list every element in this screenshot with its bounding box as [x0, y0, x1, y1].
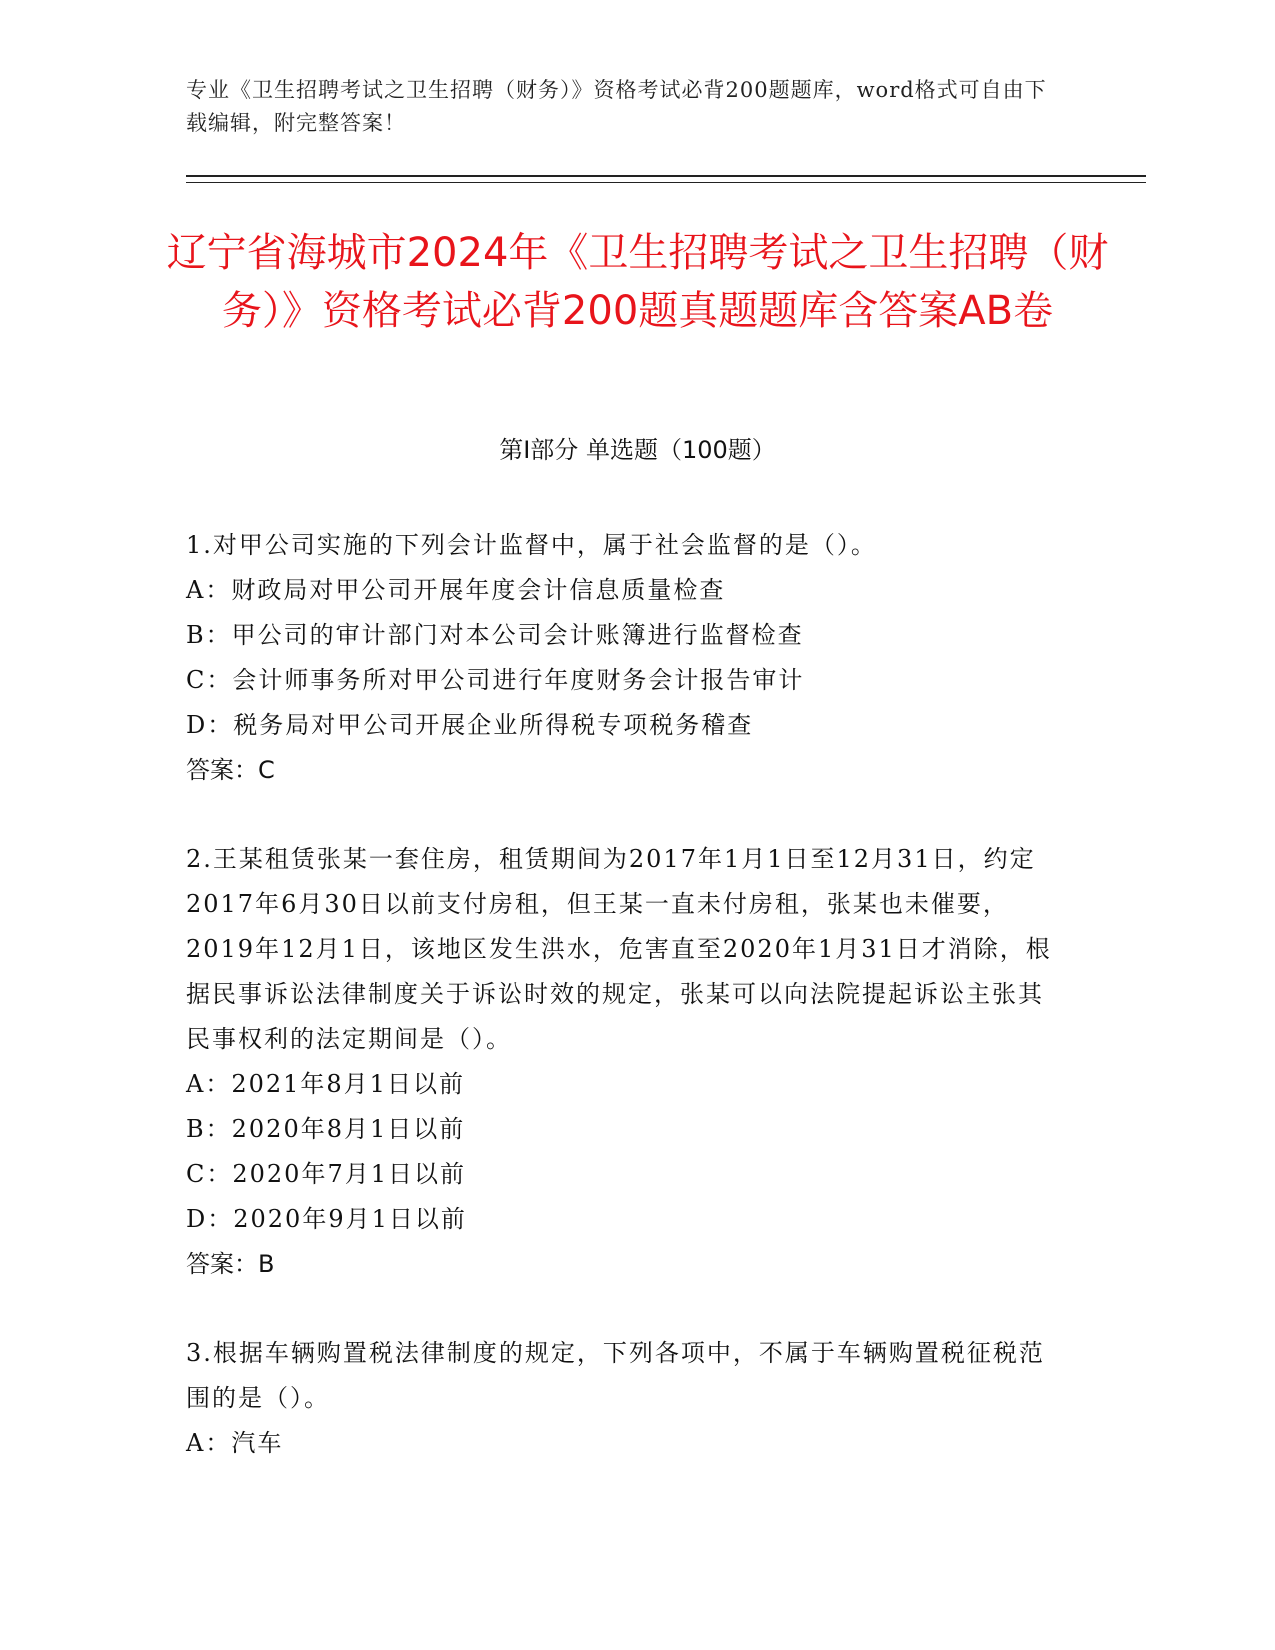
answer: 答案：B — [186, 1250, 275, 1278]
option-a: A：汽车 — [186, 1429, 284, 1457]
option-c: C：2020年7月1日以前 — [186, 1160, 466, 1188]
question-stem: 3.根据车辆购置税法律制度的规定，下列各项中，不属于车辆购置税征税范围的是（）。 — [186, 1339, 1045, 1412]
option-c: C：会计师事务所对甲公司进行年度财务会计报告审计 — [186, 666, 805, 694]
answer: 答案：C — [186, 756, 275, 784]
option-d: D：税务局对甲公司开展企业所得税专项税务稽查 — [186, 711, 754, 739]
question-2 — [186, 837, 1066, 1287]
header-rule-thick — [186, 175, 1146, 177]
option-b: B：2020年8月1日以前 — [186, 1115, 466, 1143]
question-1 — [186, 523, 1066, 793]
question-stem: 2.王某租赁张某一套住房，租赁期间为2017年1月1日至12月31日，约定2017年6月30日以前支付房租，但王某一直未付房租，张某也未催要，2019年12月1日，该地区发生洪水，危害直至2020年1月31日才消除，根据民事诉讼法律制度关于诉讼时效的规定，张某可以向法院提起诉讼主张其民事权利的法定期间是（）。 — [186, 845, 1052, 1053]
option-a: A：财政局对甲公司开展年度会计信息质量检查 — [186, 576, 726, 604]
document-title: 辽宁省海城市2024年《卫生招聘考试之卫生招聘（财务）》资格考试必背200题真题题库含答案AB卷 — [166, 230, 1109, 334]
question-stem: 1.对甲公司实施的下列会计监督中，属于社会监督的是（）。 — [186, 531, 877, 559]
option-a: A：2021年8月1日以前 — [186, 1070, 465, 1098]
header-note: 专业《卫生招聘考试之卫生招聘（财务）》资格考试必背200题题库，word格式可自由下载编辑，附完整答案！ — [186, 78, 1047, 135]
question-list — [186, 523, 1066, 1510]
section-heading: 第I部分 单选题（100题） — [499, 436, 776, 464]
question-3 — [186, 1331, 1066, 1466]
option-d: D：2020年9月1日以前 — [186, 1205, 467, 1233]
option-b: B：甲公司的审计部门对本公司会计账簿进行监督检查 — [186, 621, 804, 649]
header-rule-thin — [186, 182, 1146, 183]
